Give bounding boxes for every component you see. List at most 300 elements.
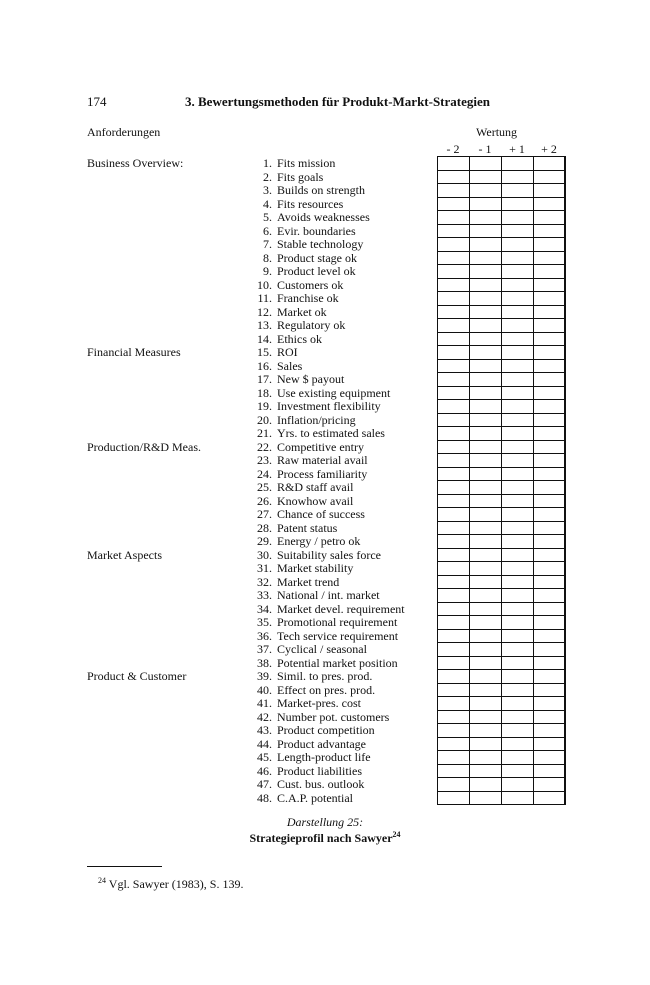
rating-cell[interactable] (437, 197, 470, 212)
rating-cell[interactable] (533, 237, 566, 252)
rating-cell[interactable] (469, 372, 502, 387)
score-label-minus-1: - 1 (478, 142, 492, 156)
criterion-label: Potential market position (277, 655, 398, 670)
figure-caption-number: Darstellung 25: (286, 815, 364, 829)
criterion-number: 16. (257, 358, 272, 373)
criterion-label: Inflation/pricing (277, 412, 356, 427)
criterion-number: 44. (257, 736, 272, 751)
criterion-number: 33. (257, 588, 272, 602)
criterion-label: Stable technology (277, 237, 364, 251)
rating-cell[interactable] (533, 183, 566, 198)
criterion-label: Avoids weaknesses (277, 210, 370, 224)
rating-cell[interactable] (533, 359, 566, 374)
rating-cell[interactable] (533, 345, 566, 360)
criterion-label: Use existing equipment (277, 385, 391, 400)
criterion-number: 24. (257, 466, 272, 481)
criterion-number: 11. (257, 291, 272, 305)
criterion-number: 28. (257, 520, 272, 535)
rating-cell[interactable] (501, 575, 534, 590)
rating-cell[interactable] (469, 602, 502, 617)
rating-cell[interactable] (437, 723, 470, 738)
rating-cell[interactable] (501, 318, 534, 333)
criterion-number: 1. (263, 156, 272, 170)
criterion-number: 41. (257, 696, 272, 710)
rating-cell[interactable] (469, 210, 502, 225)
rating-cell[interactable] (533, 507, 566, 522)
rating-cell[interactable] (469, 561, 502, 576)
rating-cell[interactable] (501, 561, 534, 576)
rating-cell[interactable] (533, 210, 566, 225)
rating-cell[interactable] (469, 777, 502, 792)
rating-cell[interactable] (501, 602, 534, 617)
criterion-label: Fits resources (277, 196, 344, 211)
rating-cell[interactable] (501, 642, 534, 657)
rating-cell[interactable] (533, 534, 566, 549)
rating-cell[interactable] (501, 197, 534, 212)
rating-cell[interactable] (437, 669, 470, 684)
rating-cell[interactable] (469, 183, 502, 198)
criterion-label: Sales (277, 358, 303, 373)
rating-cell[interactable] (469, 197, 502, 212)
rating-cell[interactable] (501, 453, 534, 468)
rating-cell[interactable] (533, 791, 566, 806)
rating-cell[interactable] (533, 629, 566, 644)
criterion-label: Market stability (277, 561, 354, 575)
rating-cell[interactable] (469, 467, 502, 482)
rating-cell[interactable] (437, 170, 470, 185)
criterion-label: Product liabilities (277, 763, 362, 778)
criterion-label: Promotional requirement (277, 615, 398, 629)
rating-cell[interactable] (437, 494, 470, 509)
rating-cell[interactable] (437, 305, 470, 320)
rating-cell[interactable] (437, 521, 470, 536)
footnote-divider (87, 866, 162, 867)
rating-cell[interactable] (533, 710, 566, 725)
criterion-number: 14. (257, 331, 272, 346)
rating-cell[interactable] (469, 521, 502, 536)
rating-cell[interactable] (437, 278, 470, 293)
rating-cell[interactable] (533, 372, 566, 387)
rating-cell[interactable] (501, 710, 534, 725)
rating-cell[interactable] (437, 386, 470, 401)
rating-cell[interactable] (533, 386, 566, 401)
rating-cell[interactable] (469, 332, 502, 347)
criterion-number: 31. (257, 561, 272, 575)
rating-cell[interactable] (437, 534, 470, 549)
rating-cell[interactable] (501, 413, 534, 428)
rating-cell[interactable] (533, 413, 566, 428)
criterion-number: 17. (257, 372, 272, 386)
rating-cell[interactable] (533, 440, 566, 455)
criterion-number: 6. (263, 223, 272, 238)
rating-cell[interactable] (501, 548, 534, 563)
criterion-label: Product level ok (277, 264, 356, 278)
rating-cell[interactable] (501, 278, 534, 293)
rating-cell[interactable] (437, 332, 470, 347)
rating-cell[interactable] (469, 710, 502, 725)
criterion-label: Product stage ok (277, 250, 357, 265)
rating-cell[interactable] (501, 494, 534, 509)
criterion-number: 34. (257, 601, 272, 616)
criterion-number: 15. (257, 345, 272, 359)
rating-cell[interactable] (437, 183, 470, 198)
rating-cell[interactable] (469, 453, 502, 468)
criterion-label: National / int. market (277, 588, 380, 602)
rating-cell[interactable] (469, 548, 502, 563)
criterion-label: Knowhow avail (277, 493, 354, 508)
criterion-number: 22. (257, 439, 272, 454)
rating-cell[interactable] (533, 467, 566, 482)
rating-cell[interactable] (469, 386, 502, 401)
rating-cell[interactable] (469, 359, 502, 374)
criterion-label: Builds on strength (277, 183, 366, 197)
rating-cell[interactable] (501, 305, 534, 320)
rating-cell[interactable] (501, 345, 534, 360)
criterion-label: Customers ok (277, 277, 344, 292)
rating-cell[interactable] (469, 669, 502, 684)
rating-cell[interactable] (469, 494, 502, 509)
criterion-number: 37. (257, 642, 272, 656)
criterion-label: Process familiarity (277, 466, 368, 481)
rating-cell[interactable] (469, 656, 502, 671)
criterion-label: Energy / petro ok (277, 534, 361, 548)
rating-cell[interactable] (533, 318, 566, 333)
criterion-label: Market devel. requirement (277, 601, 405, 616)
criterion-number: 27. (257, 507, 272, 521)
rating-cell[interactable] (469, 575, 502, 590)
criterion-label: Yrs. to estimated sales (277, 426, 385, 440)
rating-cell[interactable] (437, 548, 470, 563)
rating-cell[interactable] (469, 305, 502, 320)
rating-cell[interactable] (501, 656, 534, 671)
rating-cell[interactable] (501, 170, 534, 185)
caption-title-text: Strategieprofil nach Sawyer (249, 831, 393, 845)
rating-cell[interactable] (469, 507, 502, 522)
rating-cell[interactable] (533, 291, 566, 306)
footnote (98, 876, 243, 892)
rating-cell[interactable] (533, 723, 566, 738)
rating-cell[interactable] (437, 764, 470, 779)
criterion-number: 8. (263, 250, 272, 265)
rating-cell[interactable] (469, 696, 502, 711)
rating-cell[interactable] (437, 224, 470, 239)
rating-cell[interactable] (437, 575, 470, 590)
rating-cell[interactable] (437, 291, 470, 306)
rating-cell[interactable] (501, 237, 534, 252)
criterion-label: Market-pres. cost (277, 696, 361, 710)
rating-cell[interactable] (437, 359, 470, 374)
rating-cell[interactable] (469, 237, 502, 252)
rating-cell[interactable] (437, 345, 470, 360)
rating-cell[interactable] (469, 737, 502, 752)
rating-cell[interactable] (533, 561, 566, 576)
rating-cell[interactable] (469, 251, 502, 266)
criterion-label: Raw material avail (277, 453, 368, 467)
criterion-number: 7. (263, 237, 272, 251)
rating-cell[interactable] (437, 629, 470, 644)
rating-cell[interactable] (533, 737, 566, 752)
rating-cell[interactable] (437, 602, 470, 617)
rating-cell[interactable] (437, 791, 470, 806)
criterion-number: 35. (257, 615, 272, 629)
rating-cell[interactable] (501, 224, 534, 239)
rating-cell[interactable] (437, 467, 470, 482)
rating-cell[interactable] (533, 521, 566, 536)
rating-cell[interactable] (533, 224, 566, 239)
rating-cell[interactable] (501, 480, 534, 495)
rating-cell[interactable] (469, 642, 502, 657)
criterion-label: Tech service requirement (277, 628, 399, 643)
rating-cell[interactable] (469, 683, 502, 698)
criterion-number: 29. (257, 534, 272, 548)
rating-cell[interactable] (437, 237, 470, 252)
rating-cell[interactable] (437, 440, 470, 455)
criterion-label: Suitability sales force (277, 547, 381, 562)
rating-cell[interactable] (469, 224, 502, 239)
rating-cell[interactable] (437, 480, 470, 495)
rating-cell[interactable] (533, 602, 566, 617)
criterion-number: 19. (257, 399, 272, 413)
rating-cell[interactable] (501, 251, 534, 266)
rating-cell[interactable] (501, 291, 534, 306)
rating-cell[interactable] (501, 534, 534, 549)
score-label-plus-2: + 2 (541, 142, 557, 156)
rating-cell[interactable] (501, 521, 534, 536)
criterion-number: 48. (257, 790, 272, 805)
rating-cell[interactable] (501, 183, 534, 198)
criterion-number: 43. (257, 723, 272, 737)
rating-cell[interactable] (533, 170, 566, 185)
rating-cell[interactable] (533, 399, 566, 414)
rating-cell[interactable] (501, 750, 534, 765)
criterion-number: 25. (257, 480, 272, 494)
rating-cell[interactable] (533, 278, 566, 293)
rating-cell[interactable] (533, 764, 566, 779)
rating-cell[interactable] (501, 588, 534, 603)
rating-cell[interactable] (469, 399, 502, 414)
criterion-label: Patent status (277, 520, 338, 535)
criterion-number: 10. (257, 277, 272, 292)
rating-cell[interactable] (437, 561, 470, 576)
criterion-number: 45. (257, 750, 272, 764)
rating-cell[interactable] (501, 791, 534, 806)
rating-cell[interactable] (437, 750, 470, 765)
rating-cell[interactable] (469, 629, 502, 644)
rating-cell[interactable] (469, 480, 502, 495)
criterion-number: 47. (257, 777, 272, 791)
rating-cell[interactable] (533, 696, 566, 711)
page-number: 174 (87, 94, 107, 109)
rating-cell[interactable] (437, 426, 470, 441)
criterion-label: ROI (277, 345, 298, 359)
rating-cell[interactable] (501, 737, 534, 752)
rating-cell[interactable] (501, 615, 534, 630)
criterion-number: 5. (263, 210, 272, 224)
rating-cell[interactable] (501, 696, 534, 711)
rating-cell[interactable] (533, 197, 566, 212)
rating-cell[interactable] (437, 656, 470, 671)
rating-cell[interactable] (437, 156, 470, 171)
footnote-marker: 24 (98, 876, 106, 885)
rating-cell[interactable] (437, 696, 470, 711)
criterion-label: Length-product life (277, 750, 371, 764)
rating-cell[interactable] (533, 494, 566, 509)
criterion-number: 12. (257, 304, 272, 319)
rating-cell[interactable] (533, 575, 566, 590)
rating-cell[interactable] (469, 764, 502, 779)
rating-cell[interactable] (469, 278, 502, 293)
rating-cell[interactable] (437, 588, 470, 603)
rating-cell[interactable] (533, 642, 566, 657)
rating-cell[interactable] (469, 345, 502, 360)
rating-cell[interactable] (501, 467, 534, 482)
rating-cell[interactable] (533, 156, 566, 171)
criterion-number: 2. (263, 169, 272, 184)
rating-cell[interactable] (469, 413, 502, 428)
criterion-number: 23. (257, 453, 272, 467)
category-label: Business Overview: (87, 156, 184, 170)
rating-cell[interactable] (501, 426, 534, 441)
criterion-label: Cyclical / seasonal (277, 642, 367, 656)
criterion-label: New $ payout (277, 372, 345, 386)
footnote-text: Vgl. Sawyer (1983), S. 139. (108, 877, 244, 891)
criterion-label: Product competition (277, 723, 375, 737)
criterion-label: R&D staff avail (277, 480, 354, 494)
rating-cell[interactable] (437, 372, 470, 387)
rating-cell[interactable] (437, 507, 470, 522)
rating-cell[interactable] (469, 318, 502, 333)
criterion-number: 30. (257, 547, 272, 562)
rating-cell[interactable] (469, 615, 502, 630)
rating-cell[interactable] (469, 264, 502, 279)
rating-cell[interactable] (469, 534, 502, 549)
rating-cell[interactable] (437, 264, 470, 279)
rating-cell[interactable] (533, 264, 566, 279)
rating-cell[interactable] (501, 507, 534, 522)
rating-cell[interactable] (533, 683, 566, 698)
criterion-label: Market trend (277, 574, 340, 589)
rating-cell[interactable] (437, 615, 470, 630)
rating-cell[interactable] (437, 683, 470, 698)
rating-cell[interactable] (469, 170, 502, 185)
rating-cell[interactable] (533, 777, 566, 792)
rating-cell[interactable] (437, 318, 470, 333)
rating-cell[interactable] (437, 642, 470, 657)
rating-cell[interactable] (533, 656, 566, 671)
score-label-minus-2: - 2 (446, 142, 460, 156)
rating-cell[interactable] (501, 669, 534, 684)
rating-cell[interactable] (533, 615, 566, 630)
rating-cell[interactable] (501, 264, 534, 279)
rating-cell[interactable] (533, 426, 566, 441)
criterion-number: 42. (257, 709, 272, 724)
criterion-label: Investment flexibility (277, 399, 381, 413)
requirements-header: Anforderungen (87, 125, 161, 139)
rating-cell[interactable] (533, 453, 566, 468)
rating-cell[interactable] (501, 359, 534, 374)
criterion-number: 32. (257, 574, 272, 589)
rating-cell[interactable] (469, 291, 502, 306)
criterion-label: Fits goals (277, 169, 324, 184)
rating-cell[interactable] (533, 669, 566, 684)
rating-cell[interactable] (437, 210, 470, 225)
criterion-label: Product advantage (277, 736, 366, 751)
rating-cell[interactable] (437, 453, 470, 468)
criterion-number: 21. (257, 426, 272, 440)
rating-cell[interactable] (469, 588, 502, 603)
rating-cell[interactable] (501, 332, 534, 347)
criterion-number: 39. (257, 669, 272, 683)
criterion-number: 9. (263, 264, 272, 278)
criterion-label: Franchise ok (277, 291, 339, 305)
rating-cell[interactable] (437, 737, 470, 752)
rating-cell[interactable] (469, 156, 502, 171)
criterion-label: Ethics ok (277, 331, 322, 346)
criterion-label: Effect on pres. prod. (277, 682, 376, 697)
rating-cell[interactable] (533, 251, 566, 266)
rating-cell[interactable] (501, 440, 534, 455)
rating-cell[interactable] (533, 548, 566, 563)
rating-cell[interactable] (501, 156, 534, 171)
criterion-number: 38. (257, 655, 272, 670)
criterion-label: Fits mission (277, 156, 336, 170)
rating-cell[interactable] (533, 750, 566, 765)
rating-grid (437, 156, 565, 805)
criterion-number: 18. (257, 385, 272, 400)
rating-cell[interactable] (437, 710, 470, 725)
category-label: Product & Customer (87, 669, 187, 683)
rating-cell[interactable] (501, 372, 534, 387)
rating-cell[interactable] (469, 440, 502, 455)
criterion-label: Market ok (277, 304, 327, 319)
rating-cell[interactable] (501, 210, 534, 225)
criterion-number: 40. (257, 682, 272, 697)
rating-cell[interactable] (469, 750, 502, 765)
rating-cell[interactable] (469, 723, 502, 738)
criterion-label: Chance of success (277, 507, 365, 521)
rating-cell[interactable] (437, 777, 470, 792)
criterion-number: 4. (263, 196, 272, 211)
rating-cell[interactable] (469, 426, 502, 441)
criterion-label: Competitive entry (277, 439, 364, 454)
rating-cell[interactable] (533, 305, 566, 320)
rating-cell[interactable] (533, 588, 566, 603)
running-head: 3. Bewertungsmethoden für Produkt-Markt-Strategien (185, 94, 490, 109)
category-label: Financial Measures (87, 345, 181, 359)
criterion-number: 13. (257, 318, 272, 332)
rating-cell[interactable] (501, 683, 534, 698)
rating-cell[interactable] (437, 251, 470, 266)
rating-cell[interactable] (437, 399, 470, 414)
criterion-label: Cust. bus. outlook (277, 777, 365, 791)
caption-footnote-ref: 24 (392, 830, 401, 839)
rating-cell[interactable] (501, 399, 534, 414)
criterion-label: Evir. boundaries (277, 223, 356, 238)
rating-cell[interactable] (437, 413, 470, 428)
rating-cell[interactable] (469, 791, 502, 806)
rating-cell[interactable] (501, 629, 534, 644)
score-label-plus-1: + 1 (509, 142, 525, 156)
rating-cell[interactable] (501, 764, 534, 779)
rating-cell[interactable] (533, 480, 566, 495)
criterion-number: 3. (263, 183, 272, 197)
rating-cell[interactable] (533, 332, 566, 347)
rating-cell[interactable] (501, 777, 534, 792)
criterion-label: C.A.P. potential (277, 790, 354, 805)
category-label: Production/R&D Meas. (87, 439, 201, 454)
rating-cell[interactable] (501, 386, 534, 401)
rating-cell[interactable] (501, 723, 534, 738)
